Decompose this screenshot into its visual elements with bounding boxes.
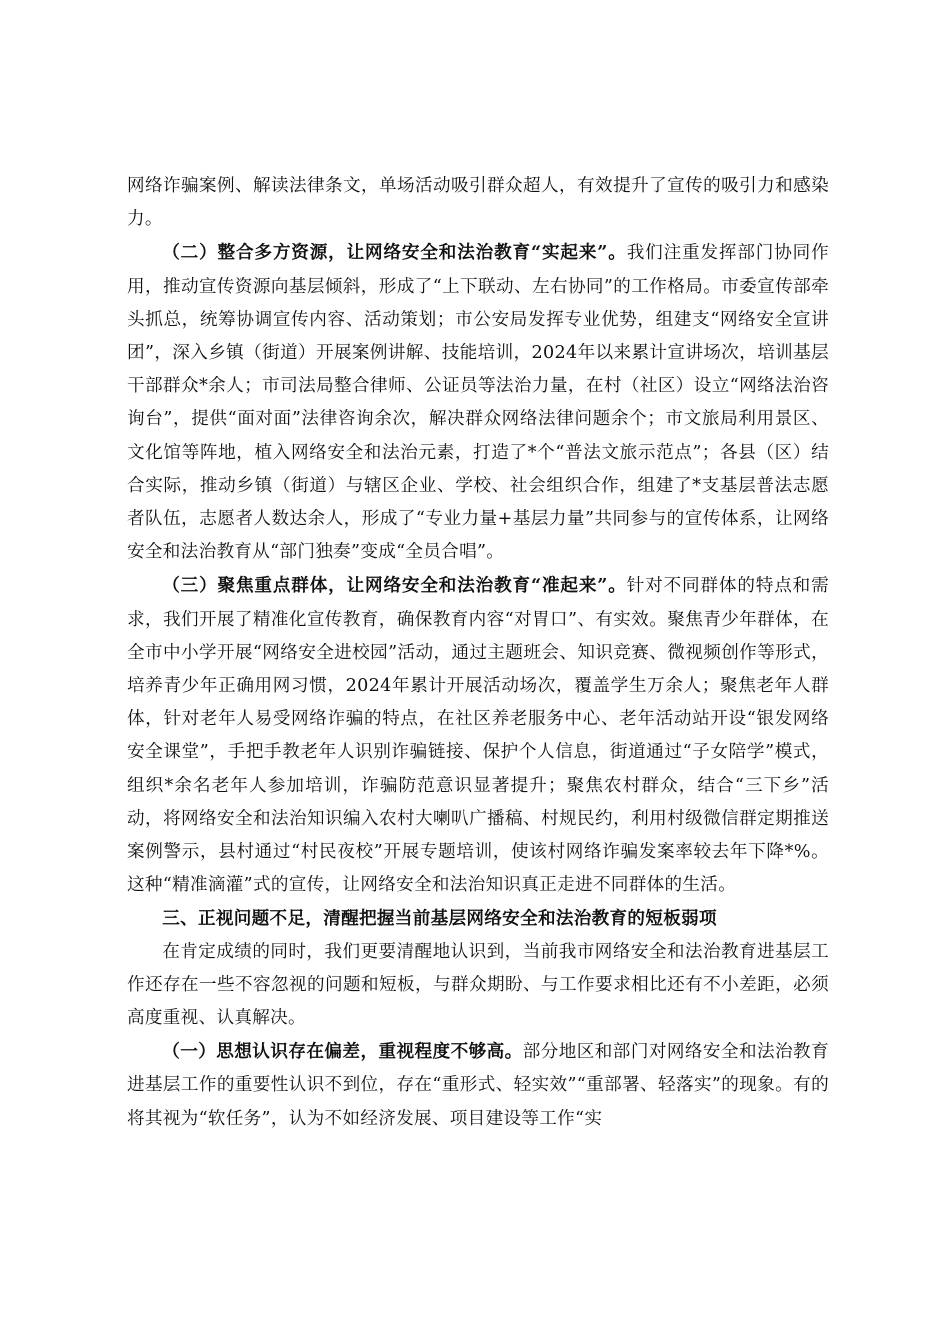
paragraph-intro: 在肯定成绩的同时，我们更要清醒地认识到，当前我市网络安全和法治教育进基层工作还存在一些不容忽视的问题和短板，与群众期盼、与工作要求相比还有不小差距，必须高度重视、认真解决。: [127, 941, 829, 1029]
paragraph-continued: [127, 170, 829, 236]
paragraph-text: 针对不同群体的特点和需求，我们开展了精准化宣传教育，确保教育内容“对胃口”、有实效。聚焦青少年群体，在全市中小学开展“网络安全进校园”活动，通过主题班会、知识竞赛、微视频创作等形式，培养青少年正确用网习惯，2024年累计开展活动场次，覆盖学生万余人；聚焦老年人群体，针对老年人易受网络诈骗的特点，在社区养老服务中心、老年活动站开设“银发网络安全课堂”，手把手教老年人识别诈骗链接、保护个人信息，街道通过“子女陪学”模式，组织*余名老年人参加培训，诈骗防范意识显著提升；聚焦农村群众，结合“三下乡”活动，将网络安全和法治知识编入农村大喇叭广播稿、村规民约，利用村级微信群定期推送案例警示，县村通过“村民夜校”开展专题培训，使该村网络诈骗发案率较去年下降*%。这种“精准滴灌”式的宣传，让网络安全和法治知识真正走进不同群体的生活。: [127, 576, 829, 896]
paragraph-text: 网络诈骗案例、解读法律条文，单场活动吸引群众超人，有效提升了宣传的吸引力和感染力。: [127, 176, 829, 230]
paragraph-resources: [127, 236, 829, 569]
section-heading: 三、正视问题不足，清醒把握当前基层网络安全和法治教育的短板弱项: [162, 908, 717, 930]
paragraph-awareness: [127, 1035, 829, 1136]
paragraph-text: 部分地区和部门对网络安全和法治教育进基层工作的重要性认识不到位，存在“重形式、轻实效”“重部署、轻落实”的现象。有的将其视为“软任务”，认为不如经济发展、项目建设等工作“实: [127, 1042, 829, 1129]
paragraph-text: 我们注重发挥部门协同作用，推动宣传资源向基层倾斜，形成了“上下联动、左右协同”的工作格局。市委宣传部牵头抓总，统筹协调宣传内容、活动策划；市公安局发挥专业优势，组建支“网络安全宣讲团”，深入乡镇（街道）开展案例讲解、技能培训，2024年以来累计宣讲场次，培训基层干部群众*余人；市司法局整合律师、公证员等法治力量，在村（社区）设立“网络法治咨询台”，提供“面对面”法律咨询余次，解决群众网络法律问题余个；市文旅局利用景区、文化馆等阵地，植入网络安全和法治元素，打造了*个“普法文旅示范点”；各县（区）结合实际，推动乡镇（街道）与辖区企业、学校、社会组织合作，组建了*支基层普法志愿者队伍，志愿者人数达余人，形成了“专业力量+基层力量”共同参与的宣传体系，让网络安全和法治教育从“部门独奏”变成“全员合唱”。: [127, 243, 829, 563]
paragraph-lead: （二）整合多方资源，让网络安全和法治教育“实起来”。: [162, 242, 627, 264]
paragraph-lead: （一）思想认识存在偏差，重视程度不够高。: [162, 1041, 523, 1063]
paragraph-lead: （三）聚焦重点群体，让网络安全和法治教育“准起来”。: [162, 575, 627, 597]
paragraph-target-groups: [127, 569, 829, 902]
document-page: [127, 170, 829, 1136]
